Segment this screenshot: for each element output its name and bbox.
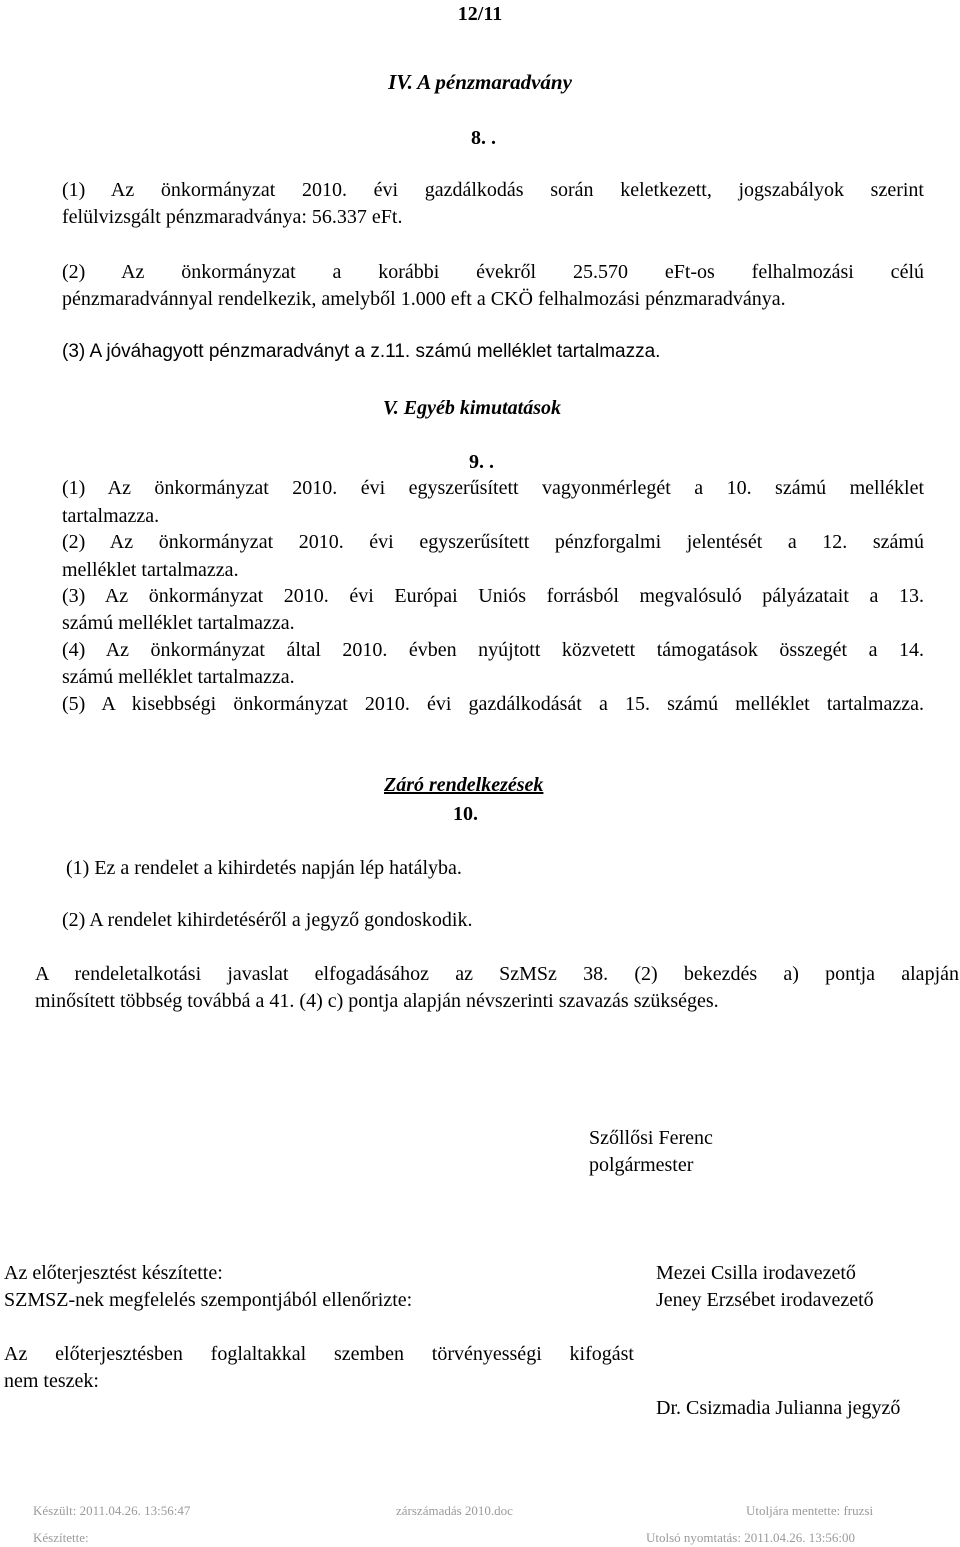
paragraph-10-1: (1) Ez a rendelet a kihirdetés napján lép hatályba. xyxy=(66,857,462,879)
paragraph-8-1-line1: (1) Az önkormányzat 2010. évi gazdálkodás során keletkezett, jogszabályok szerint xyxy=(62,179,924,201)
paragraph-number-9: 9. . xyxy=(469,451,494,473)
paragraph-9-2-line1: (2) Az önkormányzat 2010. évi egyszerűsített pénzforgalmi jelentését a 12. számú xyxy=(62,531,924,553)
paragraph-8-1-line2: felülvizsgált pénzmaradványa: 56.337 eFt. xyxy=(62,206,403,228)
paragraph-8-3: (3) A jóváhagyott pénzmaradványt a z.11. számú melléklet tartalmazza. xyxy=(62,341,661,362)
paragraph-9-1-line2: tartalmazza. xyxy=(62,505,160,527)
footer-last-saved-by: Utoljára mentette: fruzsi xyxy=(746,1503,874,1518)
checked-by-label: SZMSZ-nek megfelelés szempontjából ellenőrizte: xyxy=(4,1289,413,1311)
voting-note-line1: A rendeletalkotási javaslat elfogadásához az SzMSz 38. (2) bekezdés a) pontja alapján xyxy=(35,963,959,985)
page-number: 12/11 xyxy=(457,3,503,25)
closing-title: Záró rendelkezések xyxy=(384,774,544,796)
paragraph-9-3-line1: (3) Az önkormányzat 2010. évi Európai Uniós forrásból megvalósuló pályázatait a 13. xyxy=(62,585,924,607)
paragraph-8-2-line1: (2) Az önkormányzat a korábbi évekről 25.570 eFt-os felhalmozási célú xyxy=(62,261,924,283)
paragraph-8-2-line2: pénzmaradvánnyal rendelkezik, amelyből 1.000 eft a CKÖ felhalmozási pénzmaradványa. xyxy=(62,288,786,310)
checked-by-value: Jeney Erzsébet irodavezető xyxy=(656,1289,874,1311)
footer-created: Készült: 2011.04.26. 13:56:47 xyxy=(33,1503,191,1518)
legality-value: Dr. Csizmadia Julianna jegyző xyxy=(656,1397,901,1419)
paragraph-9-2-line2: melléklet tartalmazza. xyxy=(62,559,239,581)
signatory-name: Szőllősi Ferenc xyxy=(589,1127,713,1149)
voting-note-line2: minősített többség továbbá a 41. (4) c) pontja alapján névszerinti szavazás szükséges. xyxy=(35,990,719,1012)
footer-filename: zárszámadás 2010.doc xyxy=(396,1503,513,1518)
paragraph-number-8: 8. . xyxy=(471,127,496,149)
legality-label-line1: Az előterjesztésben foglaltakkal szemben törvényességi kifogást xyxy=(4,1343,634,1365)
section-title-iv: IV. A pénzmaradvány xyxy=(388,70,572,94)
paragraph-9-4-line2: számú melléklet tartalmazza. xyxy=(62,666,295,688)
paragraph-9-4-line1: (4) Az önkormányzat által 2010. évben nyújtott közvetett támogatások összegét a 14. xyxy=(62,639,924,661)
footer-author: Készítette: xyxy=(33,1530,89,1545)
footer-last-printed: Utolsó nyomtatás: 2011.04.26. 13:56:00 xyxy=(646,1530,855,1545)
signatory-role: polgármester xyxy=(589,1154,694,1176)
paragraph-9-1-line1: (1) Az önkormányzat 2010. évi egyszerűsített vagyonmérlegét a 10. számú melléklet xyxy=(62,477,924,499)
paragraph-number-10 xyxy=(453,802,497,826)
paragraph-number-10-text: 10. xyxy=(453,803,478,825)
legality-label-line2: nem teszek: xyxy=(4,1370,99,1392)
paragraph-9-3-line2: számú melléklet tartalmazza. xyxy=(62,612,295,634)
paragraph-10-2: (2) A rendelet kihirdetéséről a jegyző gondoskodik. xyxy=(62,909,473,931)
section-title-v: V. Egyéb kimutatások xyxy=(383,397,561,419)
prepared-by-label: Az előterjesztést készítette: xyxy=(4,1262,223,1284)
prepared-by-value: Mezei Csilla irodavezető xyxy=(656,1262,856,1284)
paragraph-9-5: (5) A kisebbségi önkormányzat 2010. évi gazdálkodását a 15. számú melléklet tartalmazza. xyxy=(62,693,924,715)
